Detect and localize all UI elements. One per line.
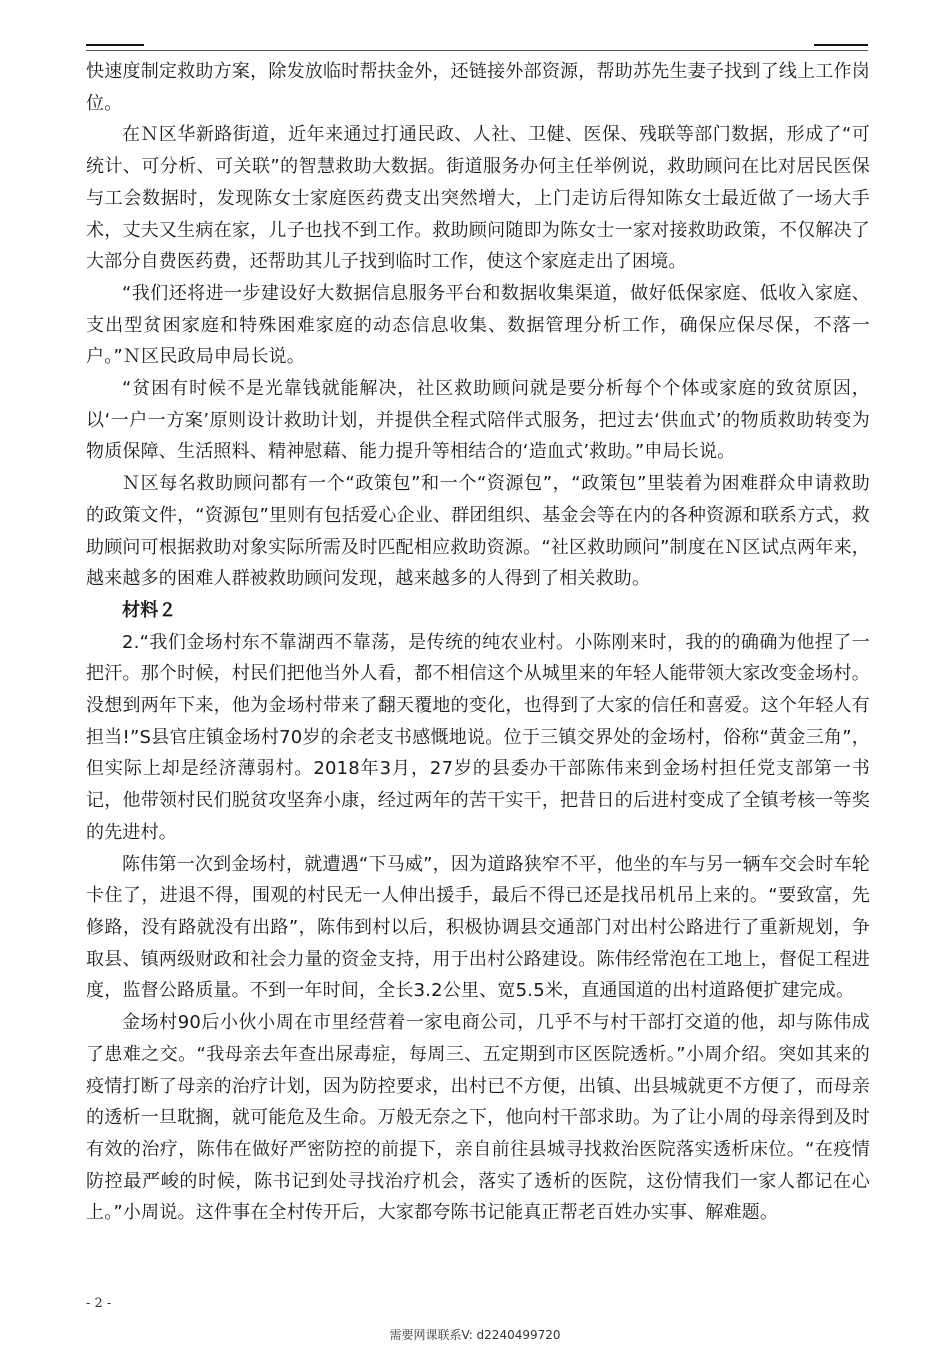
paragraph: 金场村90后小伙小周在市里经营着一家电商公司，几乎不与村干部打交道的他，却与陈伟成了患难之交。“我母亲去年查出尿毒症，每周三、五定期到市区医院透析。”小周介绍。突如其来的疫情打断了母亲的治疗计划，因为防控要求，出村已不方便，出镇、出县城就更不方便了，而母亲的透析一旦耽搁，就可能危及生命。万般无奈之下，他向村干部求助。为了让小周的母亲得到及时有效的治疗，陈伟在做好严密防控的前提下，亲自前往县城寻找救治医院落实透析床位。“在疫情防控最严峻的时候，陈书记到处寻找治疗机会，落实了透析的医院，这份情我们一家人都记在心上。”小周说。这件事在全村传开后，大家都夸陈书记能真正帮老百姓办实事、解难题。 xyxy=(86,1012,870,1224)
section-heading: 材料２ xyxy=(122,599,177,621)
page-number: - 2 - xyxy=(86,1296,112,1311)
header-rule-left xyxy=(86,44,144,46)
header-rule xyxy=(86,50,868,51)
paragraph: 陈伟第一次到金场村，就遭遇“下马威”，因为道路狭窄不平，他坐的车与另一辆车交会时车轮卡住了，进退不得，围观的村民无一人伸出援手，最后不得已还是找吊机吊上来的。“要致富，先修路，没有路就没有出路”，陈伟到村以后，积极协调县交通部门对出村公路进行了重新规划，争取县、镇两级财政和社会力量的资金支持，用于出村公路建设。陈伟经常泡在工地上，督促工程进度，监督公路质量。不到一年时间，全长3.2公里、宽5.5米，直通国道的出村道路便扩建完成。 xyxy=(86,853,870,1002)
header-rule-right xyxy=(814,44,868,46)
document-body xyxy=(86,56,870,1229)
paragraph: 2.“我们金场村东不靠湖西不靠荡，是传统的纯农业村。小陈刚来时，我的的确确为他捏了一把汗。那个时候，村民们把他当外人看，都不相信这个从城里来的年轻人能带领大家改变金场村。没想到两年下来，他为金场村带来了翻天覆地的变化，也得到了大家的信任和喜爱。这个年轻人有担当!”S县官庄镇金场村70岁的余老支书感慨地说。位于三镇交界处的金场村，俗称“黄金三角”，但实际上却是经济薄弱村。2018年3月，27岁的县委办干部陈伟来到金场村担任党支部第一书记，他带领村民们脱贫攻坚奔小康，经过两年的苦干实干，把昔日的后进村变成了全镇考核一等奖的先进村。 xyxy=(86,631,870,843)
paragraph: Ｎ区每名救助顾问都有一个“政策包”和一个“资源包”，“政策包”里装着为困难群众申请救助的政策文件，“资源包”里则有包括爱心企业、群团组织、基金会等在内的各种资源和联系方式，救助顾问可根据救助对象实际所需及时匹配相应救助资源。“社区救助顾问”制度在Ｎ区试点两年来，越来越多的困难人群被救助顾问发现，越来越多的人得到了相关救助。 xyxy=(86,473,870,590)
paragraph: “贫困有时候不是光靠钱就能解决，社区救助顾问就是要分析每个个体或家庭的致贫原因，以‘一户一方案’原则设计救助计划，并提供全程式陪伴式服务，把过去‘供血式’的物质救助转变为物质保障、生活照料、精神慰藉、能力提升等相结合的‘造血式’救助。”申局长说。 xyxy=(86,378,870,463)
paragraph: 在Ｎ区华新路街道，近年来通过打通民政、人社、卫健、医保、残联等部门数据，形成了“可统计、可分析、可关联”的智慧救助大数据。街道服务办何主任举例说，救助顾问在比对居民医保与工会数据时，发现陈女士家庭医药费支出突然增大，上门走访后得知陈女士最近做了一场大手术，丈夫又生病在家，儿子也找不到工作。救助顾问随即为陈女士一家对接救助政策，不仅解决了大部分自费医药费，还帮助其儿子找到临时工作，使这个家庭走出了困境。 xyxy=(86,124,870,273)
footer-note: 需要网课联系V: d2240499720 xyxy=(389,1328,561,1342)
paragraph: 快速度制定救助方案，除发放临时帮扶金外，还链接外部资源，帮助苏先生妻子找到了线上工作岗位。 xyxy=(86,61,870,114)
paragraph: “我们还将进一步建设好大数据信息服务平台和数据收集渠道，做好低保家庭、低收入家庭、支出型贫困家庭和特殊困难家庭的动态信息收集、数据管理分析工作，确保应保尽保，不落一户。”Ｎ区民政局申局长说。 xyxy=(86,282,870,368)
